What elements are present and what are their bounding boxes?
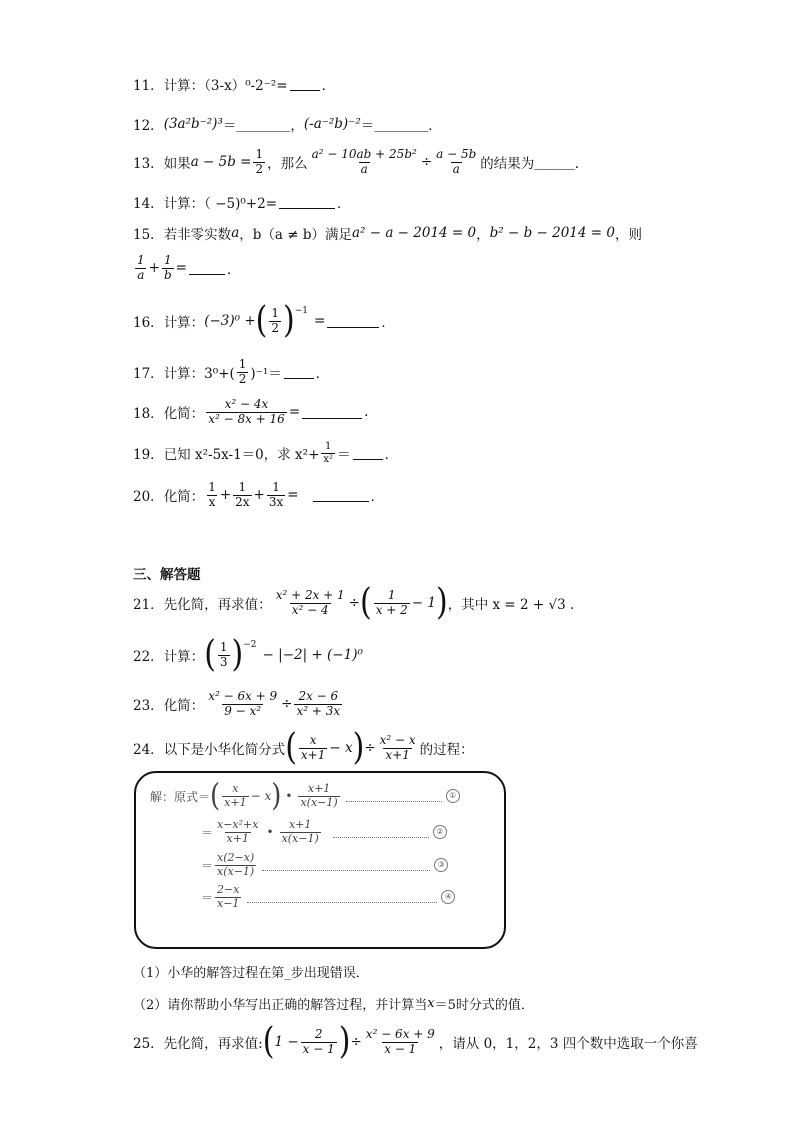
expression: (3a²b⁻²)³ — [163, 116, 223, 132]
leader-dots — [262, 860, 430, 871]
numerator: 1 — [208, 480, 216, 494]
question-number: 16． — [133, 315, 164, 331]
numerator: 1 — [325, 441, 332, 452]
answer-blank — [327, 315, 379, 328]
question-text: 化简： — [163, 698, 205, 715]
variable: a — [231, 225, 240, 241]
fraction — [215, 884, 241, 910]
fraction — [294, 690, 342, 719]
question-tail: ，其中 x = 2 + √3 . — [447, 597, 575, 613]
question-16 — [133, 299, 395, 342]
denominator: x — [208, 494, 216, 509]
operator: ÷ — [350, 1034, 362, 1050]
equals: = — [314, 313, 326, 329]
numerator: x² − 6x + 9 — [365, 1026, 435, 1041]
numerator: 1 — [272, 480, 280, 494]
operator: ÷ — [364, 740, 376, 756]
fraction — [206, 481, 218, 510]
numerator: 1 — [163, 253, 172, 267]
section-title: 三、解答题 — [133, 567, 201, 583]
operator: • — [266, 825, 274, 840]
fraction — [434, 148, 478, 177]
question-text: 化简： — [163, 489, 205, 506]
fraction — [321, 441, 335, 465]
leader-dots — [346, 791, 442, 802]
question-text: ，则 — [614, 227, 642, 243]
question-number: 23． — [133, 698, 164, 715]
fraction — [253, 148, 265, 177]
denominator: x(x−1) — [281, 831, 319, 845]
equals: = — [287, 487, 299, 504]
question-text: 以下是小华化简分式 — [163, 742, 286, 758]
operator: + — [219, 487, 232, 504]
question-number: 19． — [133, 447, 164, 463]
numerator: 1 — [271, 305, 279, 320]
numerator: 2−x — [217, 883, 240, 896]
denominator: 9 − x² — [224, 703, 262, 718]
numerator: x — [232, 782, 239, 795]
question-text: 如果 — [163, 156, 191, 173]
denominator: x + 2 — [375, 602, 408, 617]
variable: x — [427, 996, 435, 1011]
denominator: x − 1 — [302, 1041, 335, 1056]
question-tail: ＝＿＿＿＿． — [360, 118, 442, 134]
sub-question-text: （1）小华的解答过程在第_步出现错误． — [133, 966, 369, 981]
numerator: 1 — [238, 357, 247, 371]
question-19 — [133, 441, 398, 465]
expression: − |−2| + (−1)⁰ — [262, 647, 363, 663]
fraction — [218, 641, 230, 670]
question-number: 18． — [133, 406, 164, 423]
left-paren: ( — [262, 1020, 275, 1063]
numerator: 1 — [137, 253, 145, 267]
answer-blank — [279, 196, 335, 209]
equals: ＝ — [201, 825, 214, 840]
question-text: 化简： — [163, 406, 205, 423]
fraction — [298, 783, 339, 809]
right-paren: ) — [436, 581, 448, 624]
fraction — [215, 852, 256, 878]
denominator: 2 — [238, 371, 247, 386]
sub-question-1 — [133, 962, 369, 981]
question-21 — [133, 581, 575, 624]
denominator: x(x−1) — [217, 864, 255, 878]
numerator: x — [309, 732, 317, 747]
question-number: 11． — [133, 78, 164, 94]
fraction — [374, 589, 410, 618]
right-paren: ) — [352, 726, 365, 769]
question-text: 已知 x²-5x-1＝0，求 x²+ — [163, 447, 320, 463]
question-15 — [133, 223, 642, 243]
denominator: x² − 8x + 16 — [208, 411, 285, 426]
question-text: 计算： — [163, 315, 205, 331]
fraction — [267, 481, 285, 510]
left-paren: ( — [359, 581, 372, 624]
question-text: 计算：3⁰+( — [163, 366, 235, 383]
fraction — [162, 254, 174, 283]
numerator: 1 — [255, 147, 264, 161]
denominator: b — [163, 267, 172, 282]
solution-line-2 — [201, 819, 447, 845]
question-text: 先化简，再求值: — [163, 1036, 263, 1052]
question-25 — [133, 1020, 698, 1063]
fraction — [310, 148, 419, 177]
equation: a² − a − 2014 = 0 — [351, 225, 477, 241]
operator: + — [148, 260, 160, 277]
condition: a − 5b = — [190, 154, 252, 171]
question-tail: ． — [337, 196, 351, 212]
question-number: 14． — [133, 196, 164, 212]
question-tail: ． — [381, 315, 395, 331]
denominator: a — [452, 161, 460, 176]
denominator: x² — [323, 453, 334, 465]
answer-blank — [290, 78, 320, 91]
question-tail: ． — [226, 262, 241, 279]
expression: − x — [250, 789, 272, 804]
denominator: x+1 — [226, 831, 249, 845]
fraction — [301, 1028, 337, 1057]
fraction — [237, 358, 249, 387]
denominator: x+1 — [385, 747, 410, 762]
numerator: 2 — [314, 1026, 323, 1041]
equals: ＝ — [201, 890, 214, 905]
leader-dots — [333, 827, 429, 838]
question-text: ，那么 — [267, 156, 308, 173]
question-17 — [133, 358, 329, 387]
numerator: 1 — [238, 480, 247, 494]
question-23 — [133, 690, 344, 719]
question-number: 17． — [133, 366, 164, 383]
question-11 — [133, 74, 335, 94]
question-number: 13． — [133, 156, 164, 173]
fraction — [269, 307, 281, 336]
question-number: 22． — [133, 649, 164, 665]
denominator: x(x−1) — [300, 795, 338, 809]
question-tail: ． — [370, 489, 385, 506]
operator: ÷ — [281, 696, 293, 713]
answer-blank — [284, 366, 314, 379]
fraction — [299, 734, 327, 763]
operator: + — [253, 487, 265, 504]
fraction — [364, 1028, 437, 1057]
question-number: 12． — [133, 118, 164, 134]
operator: ÷ — [420, 154, 433, 171]
equals: = — [288, 404, 301, 421]
fraction — [233, 481, 251, 510]
question-12 — [133, 114, 442, 134]
fraction — [206, 690, 279, 719]
expression: − x — [329, 740, 353, 756]
fraction — [222, 783, 248, 809]
question-number: 20． — [133, 489, 164, 506]
operator: • — [285, 789, 293, 804]
question-number: 25． — [133, 1036, 164, 1052]
exponent: −2 — [243, 640, 257, 650]
left-paren: ( — [210, 778, 221, 815]
denominator: 3 — [219, 654, 228, 669]
question-tail: ． — [315, 366, 330, 383]
question-text: 计算：（ −5)⁰+2= — [163, 196, 278, 212]
numerator: x² − 4x — [224, 397, 269, 411]
denominator: 2 — [271, 320, 279, 335]
question-20 — [133, 481, 384, 510]
question-tail: ． — [384, 447, 399, 463]
step-marker: ① — [446, 789, 460, 803]
right-paren: ) — [283, 299, 295, 342]
separator: ， — [476, 227, 490, 243]
sub-question-text: ＝5时分式的值． — [434, 998, 534, 1013]
step-marker: ② — [433, 825, 447, 839]
numerator: a² − 10ab + 25b² — [311, 147, 417, 161]
denominator: x+1 — [300, 747, 326, 762]
solution-label: 解：原式＝ — [150, 789, 211, 804]
question-number: 24． — [133, 742, 164, 758]
numerator: x² + 2x + 1 — [275, 587, 345, 602]
denominator: 3x — [268, 494, 284, 509]
expression: 1 − — [274, 1034, 299, 1050]
question-18 — [133, 398, 368, 427]
left-paren: ( — [204, 633, 216, 676]
expression: (-a⁻²b)⁻² — [303, 116, 361, 132]
fraction — [215, 819, 260, 845]
question-tail: ． — [321, 78, 336, 94]
left-paren: ( — [255, 299, 268, 342]
question-22 — [133, 633, 363, 676]
numerator: x+1 — [307, 782, 331, 795]
numerator: 1 — [387, 587, 396, 602]
left-paren: ( — [285, 726, 297, 769]
sub-question-text: （2）请你帮助小华写出正确的解答过程，并计算当 — [133, 998, 428, 1013]
numerator: 2x − 6 — [298, 689, 339, 703]
denominator: 2 — [255, 161, 264, 176]
right-paren: ) — [271, 778, 282, 815]
equation: b² − b − 2014 = 0 — [489, 225, 615, 241]
question-text: 先化简，再求值： — [163, 597, 272, 613]
denominator: x+1 — [224, 795, 247, 809]
question-number: 21． — [133, 597, 164, 613]
solution-line-4 — [201, 884, 455, 910]
question-text: 计算：（3-x）⁰-2⁻²= — [163, 78, 288, 94]
fraction — [378, 734, 418, 763]
answer-blank — [302, 406, 362, 419]
equals: ＝ — [337, 447, 351, 463]
denominator: x² + 3x — [296, 703, 341, 718]
denominator: a — [137, 267, 145, 282]
numerator: x² − x — [379, 732, 416, 747]
right-paren: ) — [231, 633, 244, 676]
solution-line-3 — [201, 852, 448, 878]
question-tail: ，请从 0，1，2，3 四个数中选取一个你喜 — [438, 1036, 698, 1052]
fraction — [135, 254, 147, 283]
right-paren: ) — [338, 1020, 351, 1063]
fraction — [280, 819, 321, 845]
fraction — [274, 589, 347, 618]
denominator: a — [360, 161, 368, 176]
question-15-line-2 — [133, 254, 240, 283]
question-24 — [133, 726, 474, 769]
question-text: 若非零实数 — [163, 227, 232, 243]
answer-blank — [353, 447, 383, 460]
step-marker: ③ — [434, 858, 448, 872]
numerator: x−x²+x — [217, 818, 259, 831]
fraction — [206, 398, 287, 427]
denominator: x² − 4 — [291, 602, 329, 617]
sub-question-2 — [133, 994, 534, 1013]
solution-line-1 — [150, 778, 460, 815]
numerator: x² − 6x + 9 — [208, 689, 278, 703]
exponent: −1 — [294, 306, 308, 316]
question-13 — [133, 148, 579, 177]
expression: − 1 — [411, 595, 436, 611]
denominator: x−1 — [217, 896, 240, 910]
equals: = — [175, 260, 187, 277]
question-tail: . — [364, 404, 369, 421]
question-tail: 的过程： — [419, 742, 474, 758]
question-text: 计算： — [163, 649, 205, 665]
expression: (−3)⁰ + — [204, 313, 256, 329]
operator: ÷ — [348, 595, 360, 611]
numerator: a − 5b — [436, 147, 477, 161]
answer-blank — [189, 262, 225, 275]
separator: ＝＿＿＿＿， — [222, 118, 304, 134]
numerator: x(2−x) — [217, 851, 255, 864]
leader-dots — [247, 892, 437, 903]
numerator: 1 — [219, 639, 228, 654]
question-14 — [133, 192, 351, 212]
equals: ＝ — [201, 858, 214, 873]
answer-blank — [313, 489, 369, 502]
question-text: ，b（a ≠ b）满足 — [239, 227, 352, 243]
question-text: )⁻¹＝ — [250, 366, 282, 383]
denominator: x − 1 — [384, 1041, 417, 1056]
question-tail: 的结果为＿＿＿. — [480, 156, 580, 173]
denominator: 2x — [235, 494, 250, 509]
question-number: 15． — [133, 227, 164, 243]
step-marker: ④ — [441, 890, 455, 904]
numerator: x+1 — [288, 818, 312, 831]
